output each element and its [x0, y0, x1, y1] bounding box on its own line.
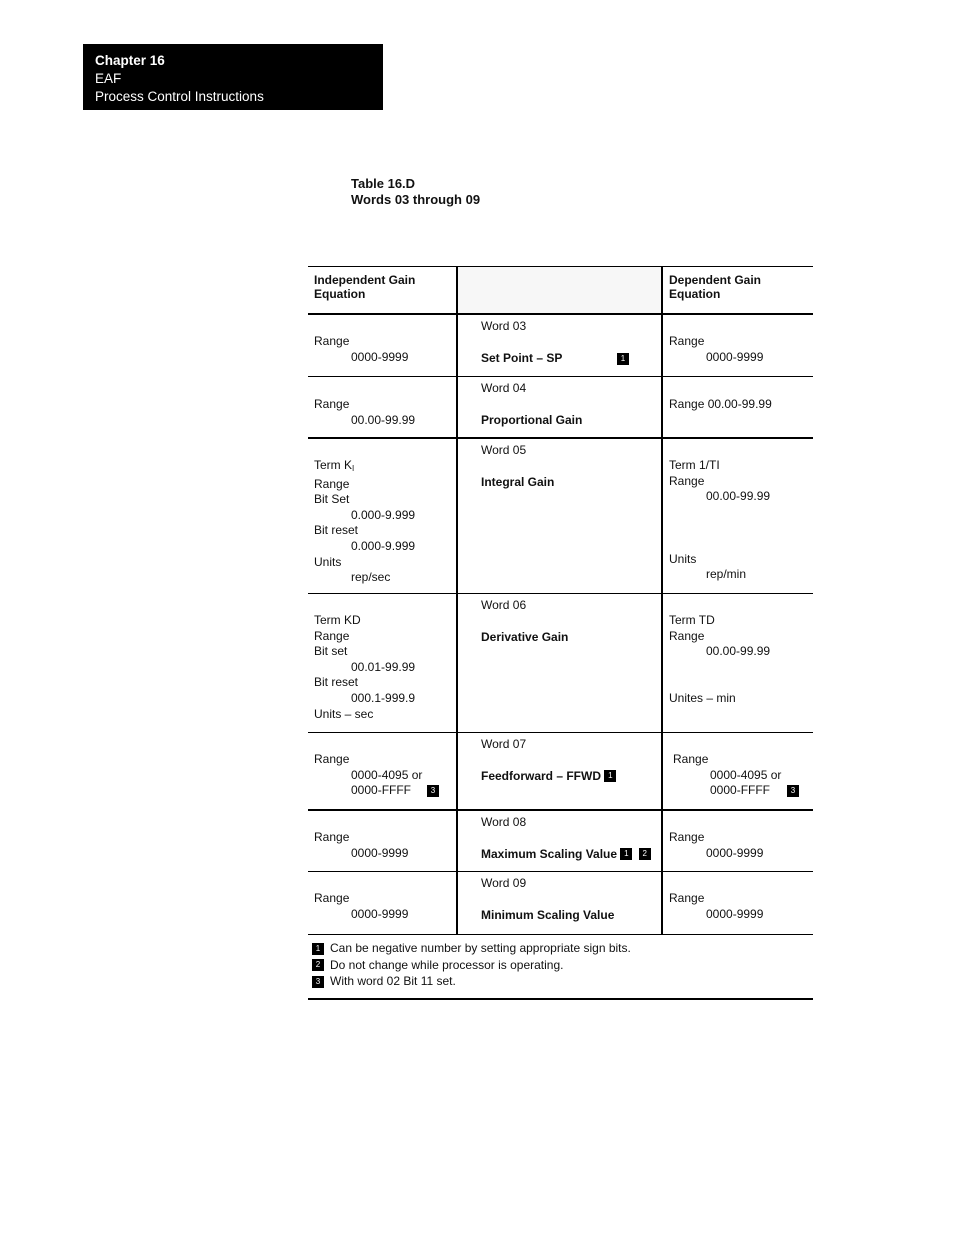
word-name-line — [481, 769, 655, 785]
units-label: Units — [669, 551, 697, 566]
independent-cell — [308, 872, 458, 934]
footnote — [312, 973, 807, 990]
range-label: Range 00.00-99.99 — [669, 397, 772, 411]
chapter-number: Chapter 16 — [95, 53, 165, 68]
word-cell — [458, 872, 663, 934]
word-name: Set Point – SP — [481, 350, 563, 365]
footnote-marker: 3 — [427, 785, 439, 797]
word-cell — [458, 733, 663, 809]
table-number: Table 16.D — [351, 176, 416, 191]
table-title: Words 03 through 09 — [351, 192, 481, 207]
range-value-alt: 0000-FFFF — [351, 783, 412, 798]
units-label: Units — [314, 554, 342, 569]
footnote-marker: 3 — [787, 785, 799, 797]
term-label: Term $K_I$ — [314, 458, 355, 473]
range-value: 00.00-99.99 — [351, 412, 416, 427]
range-label: Range — [669, 334, 705, 348]
footnote-marker: 3 — [312, 976, 324, 988]
independent-cell — [308, 733, 458, 809]
range-label: Range — [314, 628, 350, 643]
word-number: Word 07 — [481, 737, 527, 751]
dependent-cell — [663, 594, 813, 732]
table-header-row — [308, 267, 813, 315]
bit-reset-value: 000.1-999.9 — [351, 690, 416, 705]
range-value: 00.00-99.99 — [706, 644, 771, 659]
range-value: 0000-9999 — [351, 349, 409, 364]
bit-reset-label: Bit reset — [314, 675, 359, 690]
col-dependent-header: Dependent Gain Equation — [669, 273, 762, 301]
range-label: Range — [673, 752, 709, 766]
footnote-text: Can be negative number by setting appropriate sign bits. — [330, 941, 631, 955]
footnote — [312, 957, 807, 974]
range-label: Range — [669, 473, 705, 488]
word-name: Maximum Scaling Value — [481, 846, 618, 861]
term-label: Term KD — [314, 613, 361, 627]
footnote-marker: 1 — [604, 770, 616, 782]
footnote-marker: 1 — [620, 848, 632, 860]
dependent-cell — [663, 811, 813, 871]
word-cell — [458, 315, 663, 376]
word-cell — [458, 594, 663, 732]
dependent-cell — [663, 315, 813, 376]
range-value: 00.00-99.99 — [706, 489, 771, 504]
range-label: Range — [314, 334, 350, 348]
range-label: Range — [314, 891, 350, 905]
word-cell — [458, 811, 663, 871]
dependent-cell — [663, 439, 813, 593]
range-label: Range — [669, 830, 705, 844]
table-caption — [351, 176, 480, 208]
range-label: Range — [314, 830, 350, 844]
word-name: Derivative Gain — [481, 629, 569, 644]
bit-set-label: Bit set — [314, 644, 348, 659]
units-value: rep/min — [706, 567, 747, 582]
independent-cell — [308, 811, 458, 871]
table-row-word-09 — [308, 872, 813, 935]
word-number: Word 08 — [481, 815, 527, 829]
word-name-line — [481, 351, 655, 367]
footnote — [312, 940, 807, 957]
footnote-marker: 1 — [312, 943, 324, 955]
table-row-word-03 — [308, 315, 813, 377]
word-number: Word 03 — [481, 319, 527, 333]
col-word-header — [458, 267, 663, 313]
footnote-marker: 2 — [312, 959, 324, 971]
col-independent-header: Independent Gain Equation — [308, 267, 458, 313]
table-row-word-04 — [308, 377, 813, 439]
range-label: Range — [669, 891, 705, 905]
table-row-word-07 — [308, 733, 813, 811]
word-name: Integral Gain — [481, 474, 555, 489]
table-row-word-06 — [308, 594, 813, 733]
range-value-alt: 0000-FFFF — [710, 783, 771, 798]
dependent-cell — [663, 733, 813, 809]
range-value: 0000-9999 — [351, 906, 409, 921]
dependent-cell — [663, 377, 813, 437]
bit-set-value: 00.01-99.99 — [351, 659, 416, 674]
footnote-text: Do not change while processor is operating. — [330, 957, 564, 972]
range-value: 0000-4095 or — [351, 767, 423, 782]
range-label: Range — [669, 628, 705, 643]
footnote-marker: 1 — [617, 353, 629, 365]
independent-cell — [308, 377, 458, 437]
word-name: Proportional Gain — [481, 412, 583, 427]
range-value: 0000-9999 — [351, 845, 409, 860]
word-name-line — [481, 847, 655, 863]
independent-cell — [308, 594, 458, 732]
units-label: Unites – min — [669, 690, 736, 705]
independent-cell — [308, 315, 458, 376]
range-label: Range — [314, 752, 350, 766]
chapter-subtitle: Process Control Instructions — [95, 89, 264, 104]
range-label: Range — [314, 476, 350, 491]
chapter-header — [83, 44, 383, 110]
units-label: Units – sec — [314, 706, 374, 721]
footnote-marker: 2 — [639, 848, 651, 860]
word-name: Minimum Scaling Value — [481, 907, 615, 922]
word-name: Feedforward – FFWD — [481, 768, 602, 783]
bit-reset-label: Bit reset — [314, 523, 359, 538]
table-row-word-05 — [308, 439, 813, 594]
word-number: Word 06 — [481, 598, 527, 612]
bit-set-value: 0.000-9.999 — [351, 507, 416, 522]
word-number: Word 09 — [481, 876, 527, 890]
words-table — [308, 266, 813, 1000]
word-number: Word 05 — [481, 443, 527, 457]
range-value: 0000-9999 — [706, 845, 764, 860]
range-value-alt-line — [314, 783, 450, 799]
independent-cell — [308, 439, 458, 593]
bit-reset-value: 0.000-9.999 — [351, 538, 416, 553]
dependent-cell — [663, 872, 813, 934]
word-cell — [458, 377, 663, 437]
range-value: 0000-9999 — [706, 906, 764, 921]
range-label: Range — [314, 397, 350, 411]
table-row-word-08 — [308, 811, 813, 872]
table-footnotes — [308, 935, 813, 998]
term-label: Term 1/TI — [669, 458, 720, 472]
range-value: 0000-4095 or — [710, 767, 782, 782]
units-value: rep/sec — [351, 570, 391, 585]
range-value-alt-line — [673, 783, 807, 799]
footnote-text: With word 02 Bit 11 set. — [330, 974, 456, 988]
bit-set-label: Bit Set — [314, 492, 350, 507]
term-label: Term TD — [669, 613, 715, 627]
range-value: 0000-9999 — [706, 349, 764, 364]
word-number: Word 04 — [481, 381, 527, 395]
chapter-section: EAF — [95, 71, 122, 86]
word-cell — [458, 439, 663, 593]
